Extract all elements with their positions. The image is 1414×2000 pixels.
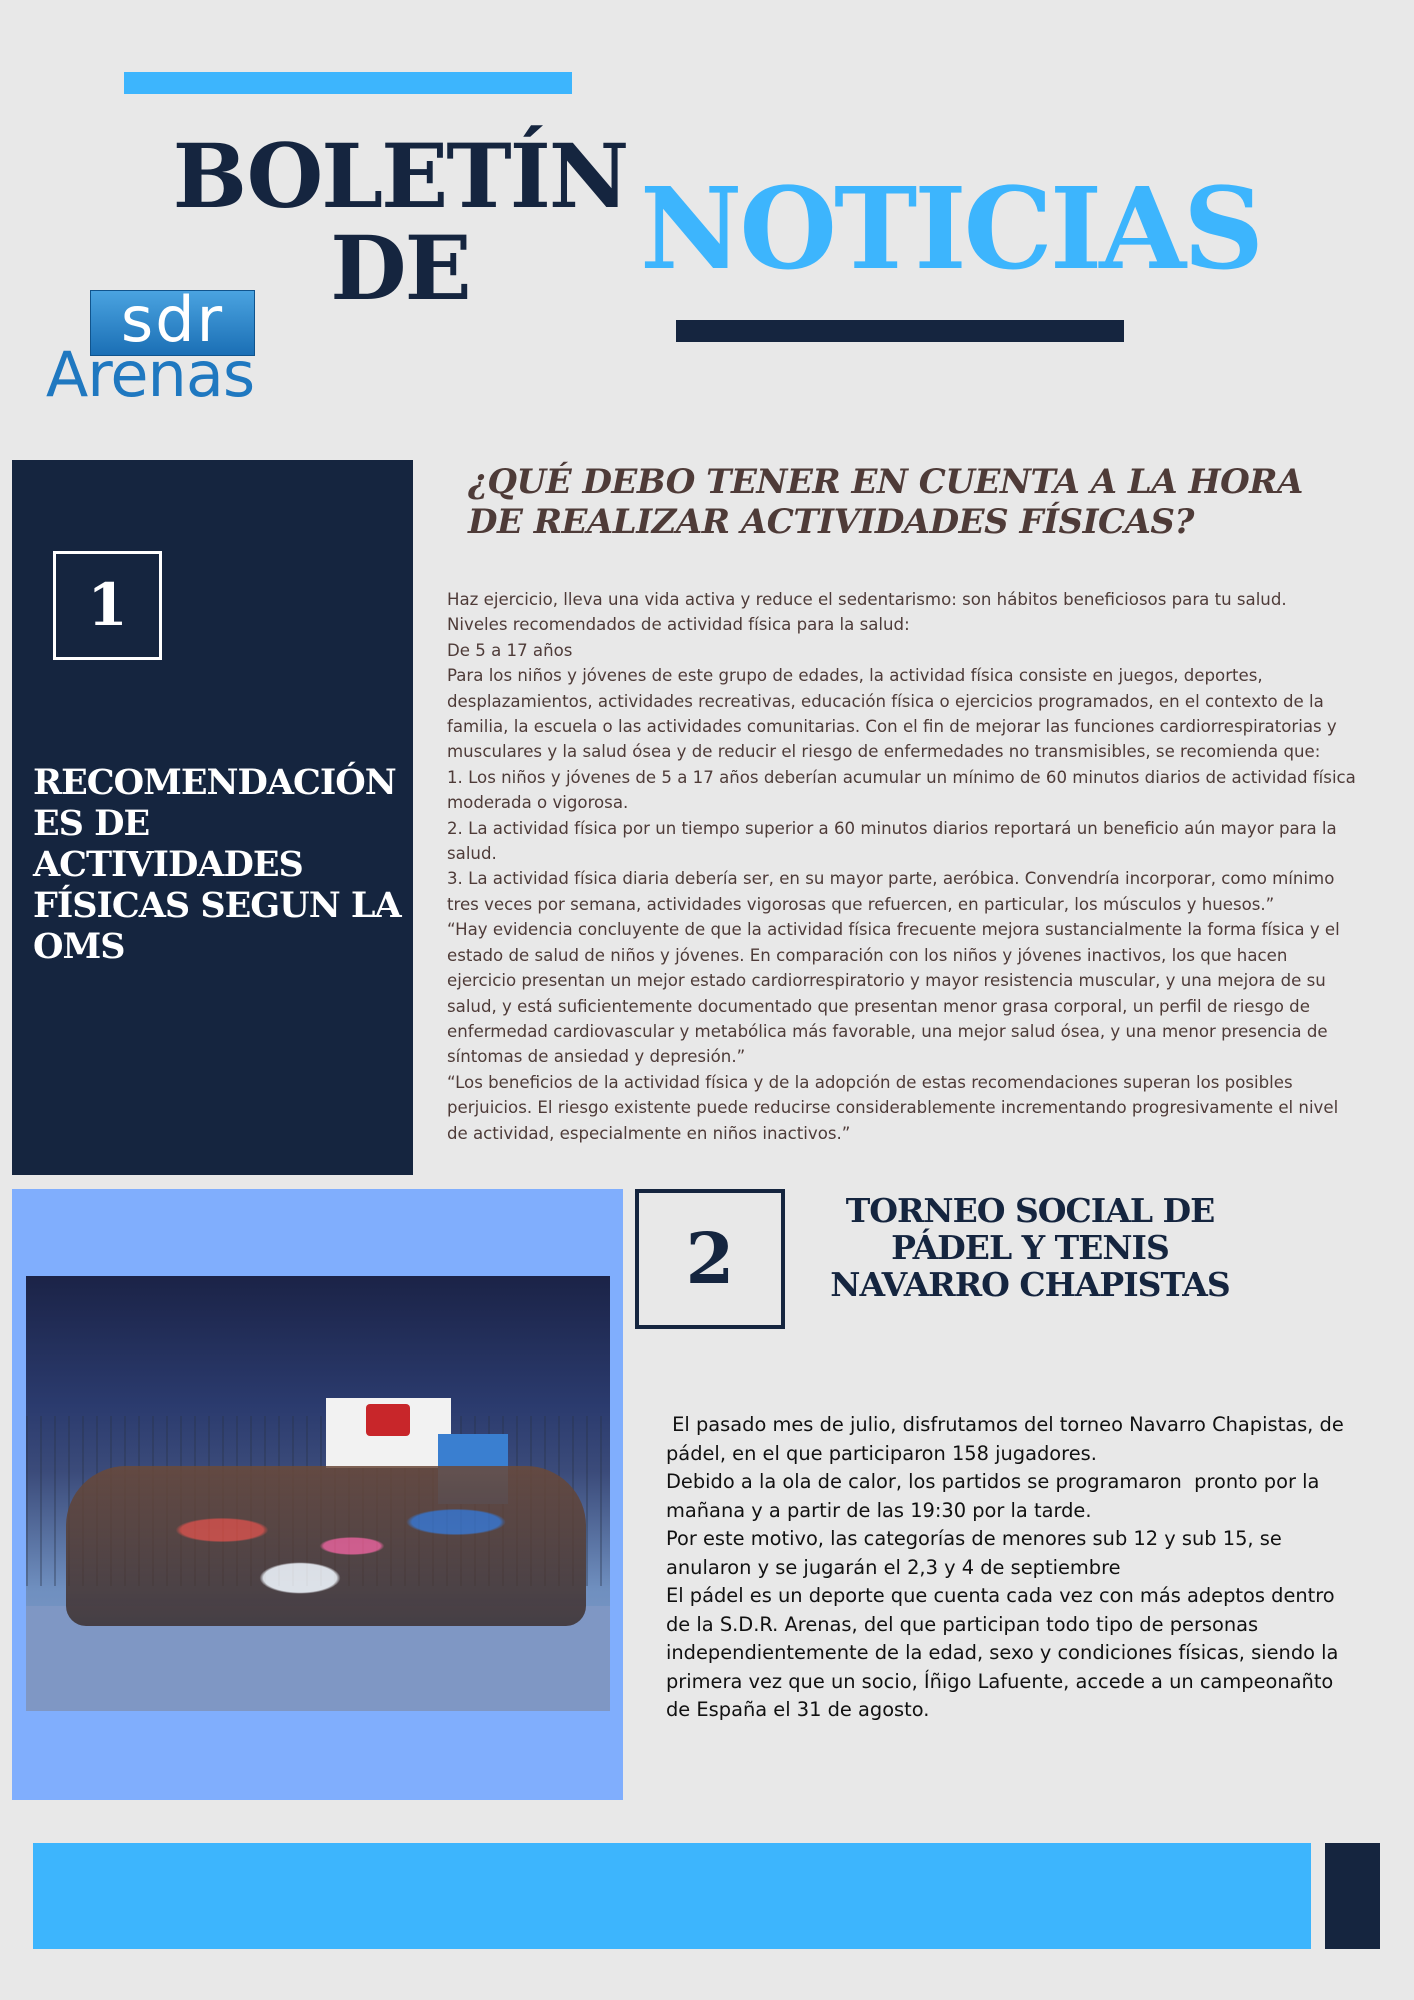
section-2-paragraph: El pádel es un deporte que cuenta cada vez con más adeptos dentro de la S.D.R. Arenas, del que participan todo tipo de personas independientemente de la edad, sexo y condiciones físicas, siendo la primera vez que un socio, Íñigo Lafuente, accede a un campeonañto de España el 31 de agosto.	[666, 1584, 1345, 1721]
section-1-paragraph: “Los beneficios de la actividad física y de la adopción de estas recomendaciones superan los posibles perjuicios. El riesgo existente puede reducirse considerablemente incrementando progresivamente el nivel de actividad, especialmente en niños inactivos.”	[447, 1072, 1339, 1143]
section-2-title	[800, 1192, 1260, 1303]
photo-players-group	[66, 1466, 586, 1626]
title-line-boletin: BOLETÍN	[172, 124, 628, 228]
header-accent-bar-dark	[676, 320, 1124, 342]
section-1-paragraph: 1. Los niños y jóvenes de 5 a 17 años deberían acumular un mínimo de 60 minutos diarios de actividad física moderada o vigorosa.	[447, 767, 1356, 813]
section-1-body	[447, 587, 1357, 1146]
section-1-heading	[468, 462, 1328, 542]
logo-sdr-text: sdr	[120, 283, 225, 356]
photo-sponsor-logo	[366, 1404, 410, 1436]
title-line-de: DE	[330, 216, 470, 320]
section-1-number-box: 1	[53, 551, 162, 660]
section-1-paragraph: De 5 a 17 años	[447, 640, 573, 660]
section-1-paragraph: Para los niños y jóvenes de este grupo de edades, la actividad física consiste en juegos, deportes, desplazamientos, actividades recreativas, educación física o ejercicios programados, en el contexto de la familia, la escuela o las actividades comunitarias. Con el fin de mejorar las funciones cardiorrespiratorias y musculares y la salud ósea y de reducir el riesgo de enfermedades no transmisibles, se recomienda que:	[447, 666, 1337, 762]
section-1-heading-line-2: DE REALIZAR ACTIVIDADES FÍSICAS?	[468, 502, 1194, 542]
section-2-paragraph: Por este motivo, las categorías de menores sub 12 y sub 15, se anularon y se jugarán el 2,3 y 4 de septiembre	[666, 1527, 1288, 1579]
sdr-arenas-logo	[40, 283, 260, 411]
section-2-paragraph: Debido a la ola de calor, los partidos se programaron pronto por la mañana y a partir de las 19:30 por la tarde.	[666, 1470, 1326, 1522]
tournament-group-photo	[26, 1276, 610, 1711]
section-2-title-line-2: PÁDEL Y TENIS	[891, 1228, 1169, 1267]
footer-dark-block	[1325, 1843, 1380, 1949]
section-1-paragraph: 3. La actividad física diaria debería ser, en su mayor parte, aeróbica. Convendría incorporar, como mínimo tres veces por semana, actividades vigorosas que refuercen, en particular, los músculos y huesos.”	[447, 869, 1335, 914]
section-1-paragraph: Haz ejercicio, lleva una vida activa y reduce el sedentarismo: son hábitos beneficiosos para tu salud.	[447, 590, 1287, 609]
section-1-panel-title: RECOMENDACIÓN ES DE ACTIVIDADES FÍSICAS SEGUN LA OMS	[33, 762, 401, 967]
section-2-number-box: 2	[635, 1189, 785, 1329]
section-2-title-line-1: TORNEO SOCIAL DE	[845, 1191, 1215, 1230]
section-2-body	[666, 1411, 1356, 1725]
logo-arenas-text: Arenas	[45, 338, 255, 411]
section-1-paragraph: “Hay evidencia concluyente de que la actividad física frecuente mejora sustancialmente la forma física y el estado de salud de niños y jóvenes. En comparación con los niños y jóvenes inactivos, los que hacen ejercicio presentan un mejor estado cardiorrespiratorio y mayor resistencia muscular, y una mejora de su salud, y está suficientemente documentado que presentan menor grasa corporal, un perfil de riesgo de enfermedad cardiovascular y metabólica más favorable, una mejor salud ósea, y una menor presencia de síntomas de ansiedad y depresión.”	[447, 920, 1340, 1067]
title-noticias: NOTICIAS	[640, 164, 1261, 295]
section-1-heading-line-1: ¿QUÉ DEBO TENER EN CUENTA A LA HORA	[468, 462, 1303, 502]
section-2-title-line-3: NAVARRO CHAPISTAS	[830, 1265, 1230, 1304]
header-accent-bar-top	[124, 72, 572, 94]
section-2-paragraph: El pasado mes de julio, disfrutamos del torneo Navarro Chapistas, de pádel, en el que participaron 158 jugadores.	[666, 1413, 1357, 1465]
section-1-paragraph: Niveles recomendados de actividad física para la salud:	[447, 615, 910, 635]
footer-accent-bar	[33, 1843, 1311, 1949]
section-1-paragraph: 2. La actividad física por un tiempo superior a 60 minutos diarios reportará un beneficio aún mayor para la salud.	[447, 818, 1337, 864]
